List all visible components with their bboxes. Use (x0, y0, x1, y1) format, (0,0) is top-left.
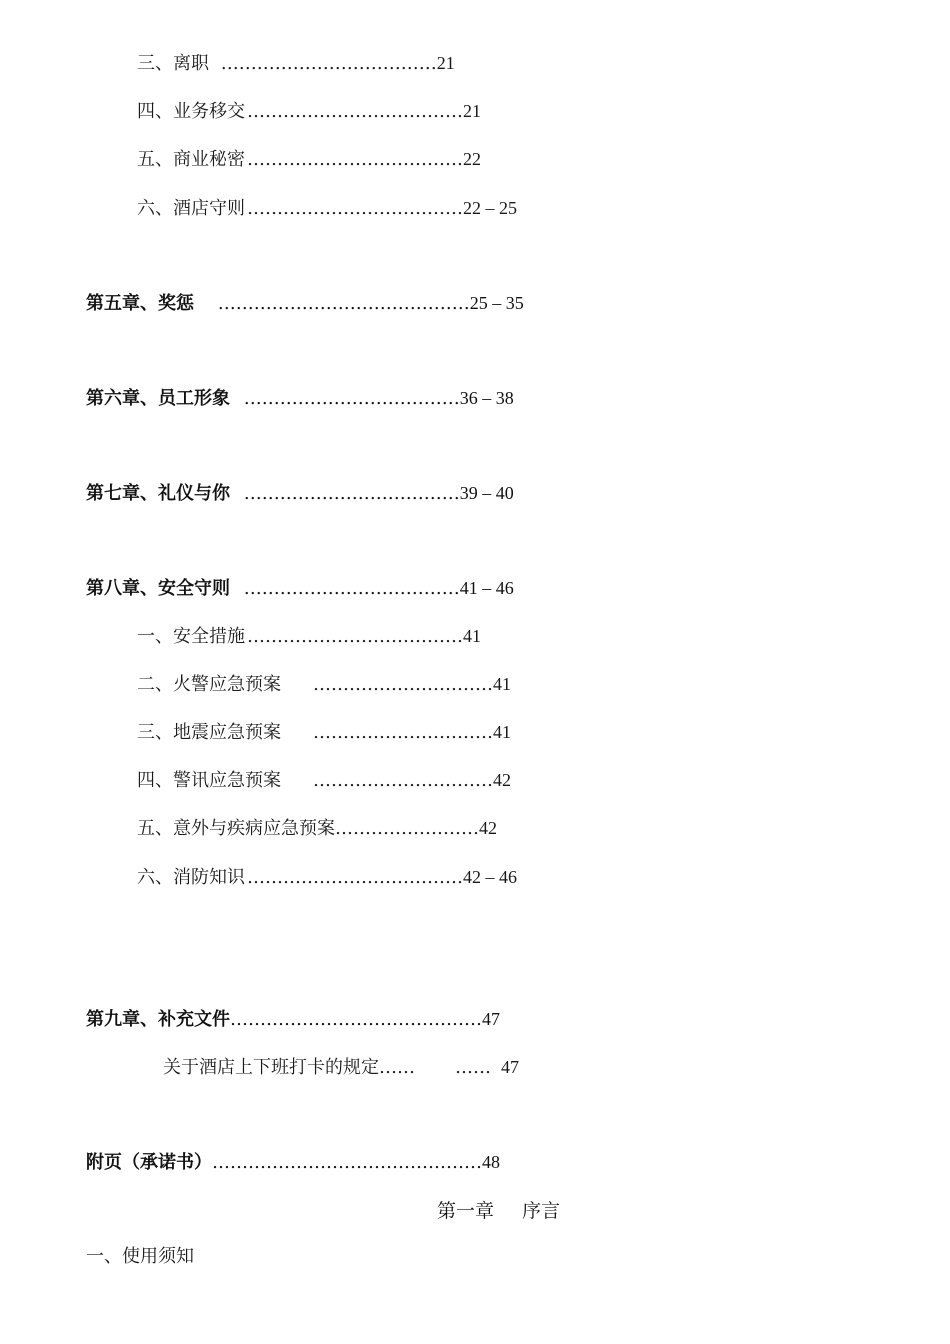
toc-chapter-label: 第五章、奖惩 (86, 293, 194, 314)
toc-chapter-entry (86, 576, 514, 601)
toc-page-number: 21 (463, 101, 481, 121)
toc-leader-dots: ………………………… (313, 770, 493, 791)
toc-entry-label: 四、业务移交 (137, 101, 245, 122)
toc-entry-label: 六、酒店守则 (137, 198, 245, 219)
toc-leader-dots: …… (455, 1057, 491, 1078)
toc-leader-dots: …………………… (335, 818, 479, 839)
toc-chapter-entry (86, 1007, 500, 1032)
section-heading (86, 1245, 194, 1269)
toc-entry-label: 五、商业秘密 (137, 149, 245, 170)
toc-page-number: 42 – 46 (463, 867, 517, 887)
toc-page-number: 42 (479, 818, 497, 838)
toc-chapter-label: 第八章、安全守则 (86, 578, 230, 599)
toc-page-number: 25 – 35 (469, 293, 524, 313)
toc-page-number: 47 (501, 1057, 519, 1077)
chapter-number: 第一章 (437, 1200, 495, 1222)
toc-chapter-label: 第九章、补充文件 (86, 1009, 230, 1030)
toc-entry (137, 672, 511, 697)
toc-page-number: 47 (482, 1009, 500, 1029)
toc-leader-dots: ………………………… (313, 674, 493, 695)
toc-entry-label: 四、警讯应急预案 (137, 770, 281, 791)
toc-page-number: 41 (463, 626, 481, 646)
toc-page-number: 39 – 40 (459, 483, 514, 503)
toc-leader-dots: ……………………………… (247, 101, 463, 122)
chapter-title (437, 1199, 560, 1223)
toc-entry-label: 三、离职 (137, 53, 209, 74)
toc-entry (137, 147, 481, 172)
toc-page-number: 22 – 25 (463, 198, 517, 218)
toc-chapter-entry (86, 386, 514, 411)
toc-leader-dots: ……………………………… (243, 578, 460, 599)
toc-leader-dots: ……………………………… (243, 388, 460, 409)
toc-page-number: 41 (493, 722, 511, 742)
toc-leader-dots: ……………………………… (247, 149, 463, 170)
toc-chapter-label: 附页（承诺书） (86, 1152, 212, 1173)
toc-leader-dots: …………………………………… (230, 1009, 482, 1030)
toc-page-number: 22 (463, 149, 481, 169)
toc-chapter-label: 第七章、礼仪与你 (86, 483, 230, 504)
toc-entry-label: 一、安全措施 (137, 626, 245, 647)
toc-entry (137, 768, 511, 793)
toc-page-number: 42 (493, 770, 511, 790)
toc-chapter-entry (86, 481, 514, 506)
toc-entry (137, 816, 497, 841)
toc-leader-dots: ……………………………… (247, 626, 463, 647)
toc-leader-dots: ……………………………… (247, 867, 463, 888)
toc-leader-dots: …………………………………… (217, 293, 470, 314)
toc-page-number: 48 (482, 1152, 500, 1172)
toc-leader-dots: …… (379, 1057, 415, 1078)
toc-chapter-entry (86, 1150, 500, 1175)
toc-leader-dots: ……………………………… (247, 198, 463, 219)
toc-entry (163, 1055, 519, 1080)
toc-entry-label: 五、意外与疾病应急预案 (137, 818, 335, 839)
toc-entry-label: 三、地震应急预案 (137, 722, 281, 743)
toc-entry-label: 二、火警应急预案 (137, 674, 281, 695)
toc-chapter-entry (86, 291, 524, 316)
toc-entry (137, 865, 517, 890)
toc-page-number: 36 – 38 (459, 388, 514, 408)
toc-page-number: 21 (436, 53, 455, 73)
toc-page-number: 41 – 46 (459, 578, 514, 598)
toc-entry (137, 51, 455, 76)
toc-chapter-label: 第六章、员工形象 (86, 388, 230, 409)
toc-leader-dots: ……………………………… (220, 53, 437, 74)
toc-leader-dots: ……………………………………… (212, 1152, 482, 1173)
toc-entry (137, 99, 481, 124)
section-heading-text: 一、使用须知 (86, 1246, 194, 1267)
toc-entry-label: 六、消防知识 (137, 867, 245, 888)
toc-entry (137, 720, 511, 745)
toc-entry-label: 关于酒店上下班打卡的规定 (163, 1057, 379, 1078)
chapter-name: 序言 (522, 1200, 561, 1222)
toc-page-number: 41 (493, 674, 511, 694)
toc-leader-dots: ……………………………… (243, 483, 460, 504)
toc-leader-dots: ………………………… (313, 722, 493, 743)
toc-entry (137, 196, 517, 221)
toc-entry (137, 624, 481, 649)
